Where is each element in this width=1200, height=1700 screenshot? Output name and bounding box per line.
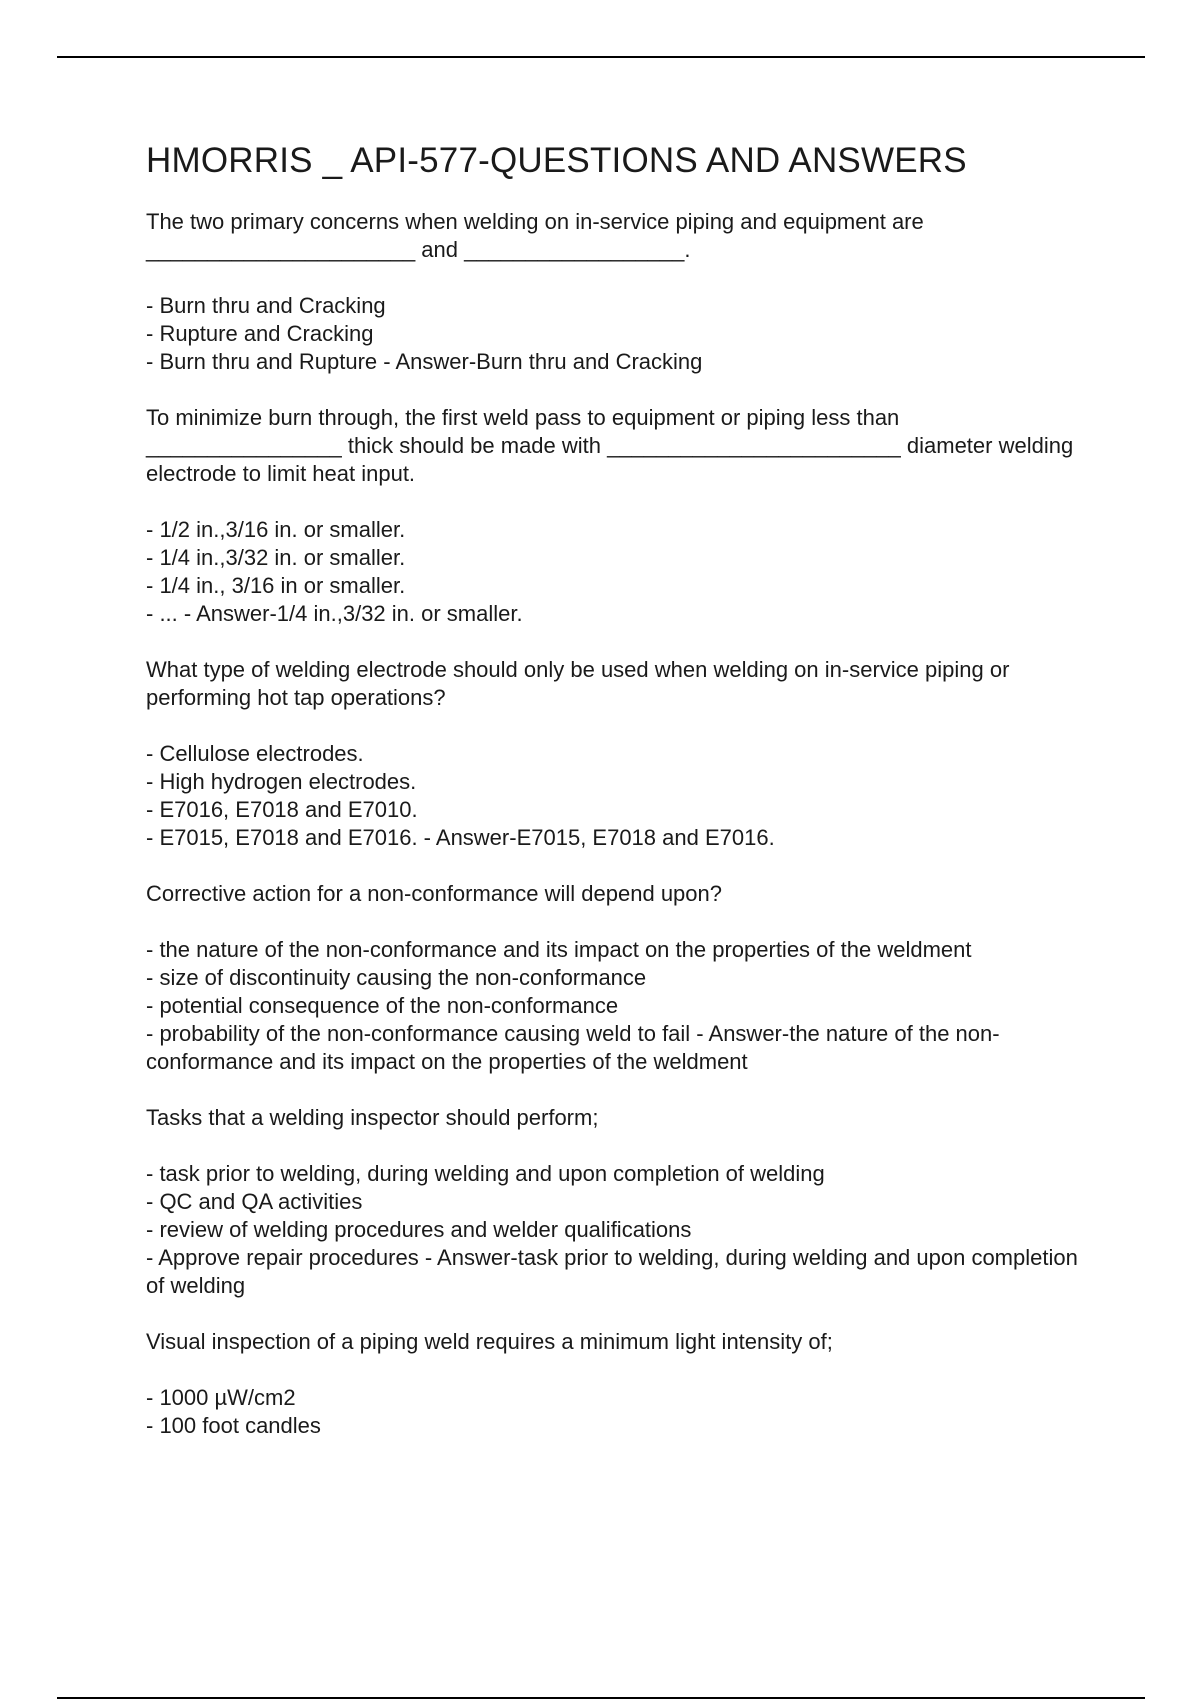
answer-option: - 100 foot candles [146, 1413, 321, 1438]
answer-option: - review of welding procedures and welder qualifications [146, 1217, 692, 1242]
answer-option: - task prior to welding, during welding and upon completion of welding [146, 1161, 825, 1186]
answer-options [146, 740, 1086, 852]
answer-option: - 1000 µW/cm2 [146, 1385, 296, 1410]
answer-option: - size of discontinuity causing the non-conformance [146, 965, 647, 990]
question-text: Corrective action for a non-conformance will depend upon? [146, 881, 722, 906]
answer-options [146, 1384, 1086, 1440]
answer-options [146, 1160, 1086, 1300]
answer-option: - High hydrogen electrodes. [146, 769, 417, 794]
bottom-divider [57, 1697, 1145, 1699]
answer-option: - 1/2 in.,3/16 in. or smaller. [146, 517, 406, 542]
answer-option: - QC and QA activities [146, 1189, 363, 1214]
answer-option: - Approve repair procedures - Answer-task prior to welding, during welding and upon completion of welding [146, 1245, 1078, 1298]
answer-options [146, 516, 1086, 628]
qa-item-5 [146, 1104, 1086, 1300]
qa-item-6 [146, 1328, 1086, 1440]
answer-options [146, 936, 1086, 1076]
question-text: The two primary concerns when welding on in-service piping and equipment are ______________________ and __________________. [146, 209, 924, 262]
answer-option: - 1/4 in., 3/16 in or smaller. [146, 573, 406, 598]
answer-option: - E7016, E7018 and E7010. [146, 797, 418, 822]
qa-item-3 [146, 656, 1086, 852]
answer-option: - the nature of the non-conformance and its impact on the properties of the weldment [146, 937, 972, 962]
top-divider [57, 56, 1145, 58]
answer-option: - potential consequence of the non-conformance [146, 993, 619, 1018]
answer-option: - 1/4 in.,3/32 in. or smaller. [146, 545, 406, 570]
answer-option: - Rupture and Cracking [146, 321, 374, 346]
question-text: Visual inspection of a piping weld requires a minimum light intensity of; [146, 1329, 833, 1354]
answer-option: - probability of the non-conformance causing weld to fail - Answer-the nature of the non-conformance and its impact on the properties of the weldment [146, 1021, 1000, 1074]
document-body [146, 140, 1086, 1468]
qa-item-4 [146, 880, 1086, 1076]
answer-option: - Cellulose electrodes. [146, 741, 364, 766]
answer-option: - Burn thru and Rupture - Answer-Burn thru and Cracking [146, 349, 703, 374]
answer-options [146, 292, 1086, 376]
question-text: Tasks that a welding inspector should perform; [146, 1105, 599, 1130]
answer-option: - ... - Answer-1/4 in.,3/32 in. or smaller. [146, 601, 523, 626]
qa-item-1 [146, 208, 1086, 376]
question-text: To minimize burn through, the first weld pass to equipment or piping less than ________________ thick should be made with ________________________ diameter welding electrode to limit heat input. [146, 405, 1074, 486]
qa-item-2 [146, 404, 1086, 628]
document-title: HMORRIS _ API-577-QUESTIONS AND ANSWERS [146, 141, 967, 180]
answer-option: - Burn thru and Cracking [146, 293, 386, 318]
question-text: What type of welding electrode should only be used when welding on in-service piping or performing hot tap operations? [146, 657, 1010, 710]
answer-option: - E7015, E7018 and E7016. - Answer-E7015, E7018 and E7016. [146, 825, 775, 850]
